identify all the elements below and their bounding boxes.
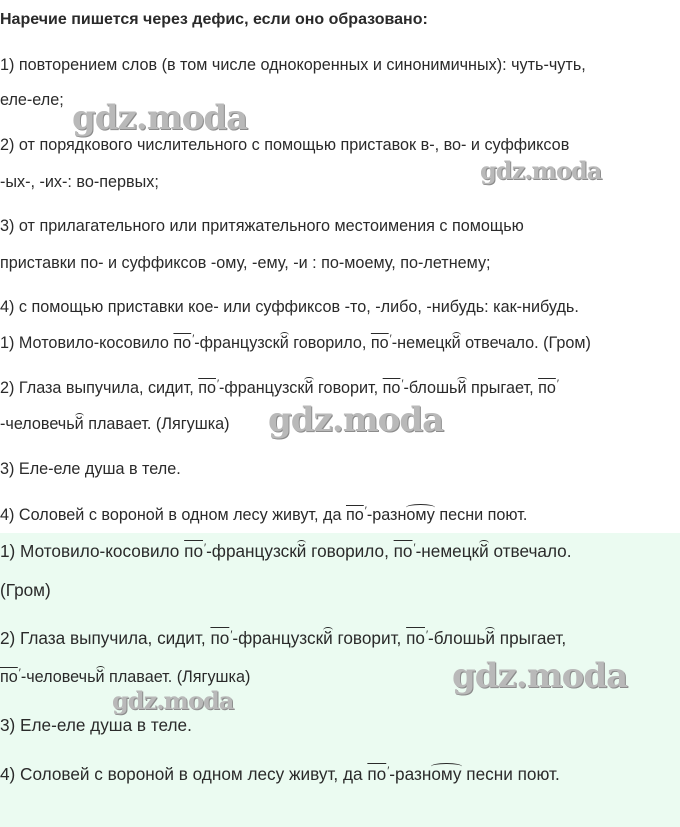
answer-3: 3) Еле-еле душа в теле. (0, 715, 192, 735)
ending-mark: й (279, 334, 289, 352)
watermark-logo: gdz.moda (268, 400, 444, 440)
rule-2-line-1: 2) от порядкового числительного с помощью приставок в-, во- и суффиксов (0, 136, 570, 154)
prefix-mark: по (0, 668, 18, 686)
ending-mark: й (323, 628, 333, 648)
prefix-mark: по (382, 379, 401, 397)
prefix-mark: по (198, 379, 216, 397)
rule-heading: Наречие пишется через дефис, если оно образовано: (0, 11, 428, 28)
watermark-logo: gdz.moda (452, 656, 628, 696)
prefix-mark: по (538, 379, 556, 397)
answer-1-line-2: (Гром) (0, 580, 51, 600)
prefix-mark: по (345, 506, 364, 524)
rule-3-line-1: 3) от прилагательного или притяжательного местоимения с помощью (0, 217, 524, 235)
example-2-line-1: 2) Глаза выпучила, сидит, по′-французскй говорит, по′-блошьй прыгает, по′ (0, 378, 559, 397)
ending-mark: й (479, 541, 489, 561)
prefix-mark: по (367, 764, 387, 784)
answer-2-line-2: по′-человечьй плавает. (Лягушка) (0, 667, 251, 686)
example-1: 1) Мотовило-косовило по′-французскй говорило, по′-немецкй отвечало. (Гром) (0, 333, 591, 352)
ending-mark: ому (406, 506, 435, 524)
prefix-mark: по (393, 541, 413, 561)
watermark-logo: gdz.moda (112, 686, 234, 715)
prefix-mark: по (210, 628, 230, 648)
ending-mark: й (74, 415, 84, 433)
ending-mark: ому (431, 764, 462, 784)
rule-3-line-2: приставки по- и суффиксов -ому, -ему, -и : по-моему, по-летнему; (0, 254, 491, 272)
answer-4: 4) Соловей с вороной в одном лесу живут, да по′-разному песни поют. (0, 764, 560, 784)
example-4: 4) Соловей с вороной в одном лесу живут, да по′-разному песни поют. (0, 505, 528, 524)
rule-1-line-2: еле-еле; (0, 91, 64, 109)
ending-mark: й (485, 628, 495, 648)
prefix-mark: по (370, 334, 389, 352)
watermark-logo: gdz.moda (72, 98, 248, 138)
ending-mark: й (304, 379, 314, 397)
ending-mark: й (457, 379, 467, 397)
prefix-mark: по (173, 334, 192, 352)
rule-4-line-1: 4) с помощью приставки кое- или суффиксов -то, -либо, -нибудь: как-нибудь. (0, 298, 579, 316)
ending-mark: й (451, 334, 461, 352)
example-2-line-2: -человечьй плавает. (Лягушка) (0, 415, 230, 433)
example-3: 3) Еле-еле душа в теле. (0, 460, 181, 478)
answer-2-line-1: 2) Глаза выпучила, сидит, по′-французскй говорит, по′-блошьй прыгает, (0, 628, 567, 648)
watermark-logo: gdz.moda (480, 156, 602, 185)
ending-mark: й (296, 541, 307, 561)
rule-2-line-2: -ых-, -их-: во-первых; (0, 173, 159, 191)
answer-1-line-1: 1) Мотовило-косовило по′-французскй говорило, по′-немецкй отвечало. (0, 541, 572, 561)
prefix-mark: по (184, 541, 204, 561)
ending-mark: й (95, 668, 105, 686)
prefix-mark: по (406, 628, 425, 648)
rule-1-line-1: 1) повторением слов (в том числе однокоренных и синонимичных): чуть-чуть, (0, 56, 586, 74)
